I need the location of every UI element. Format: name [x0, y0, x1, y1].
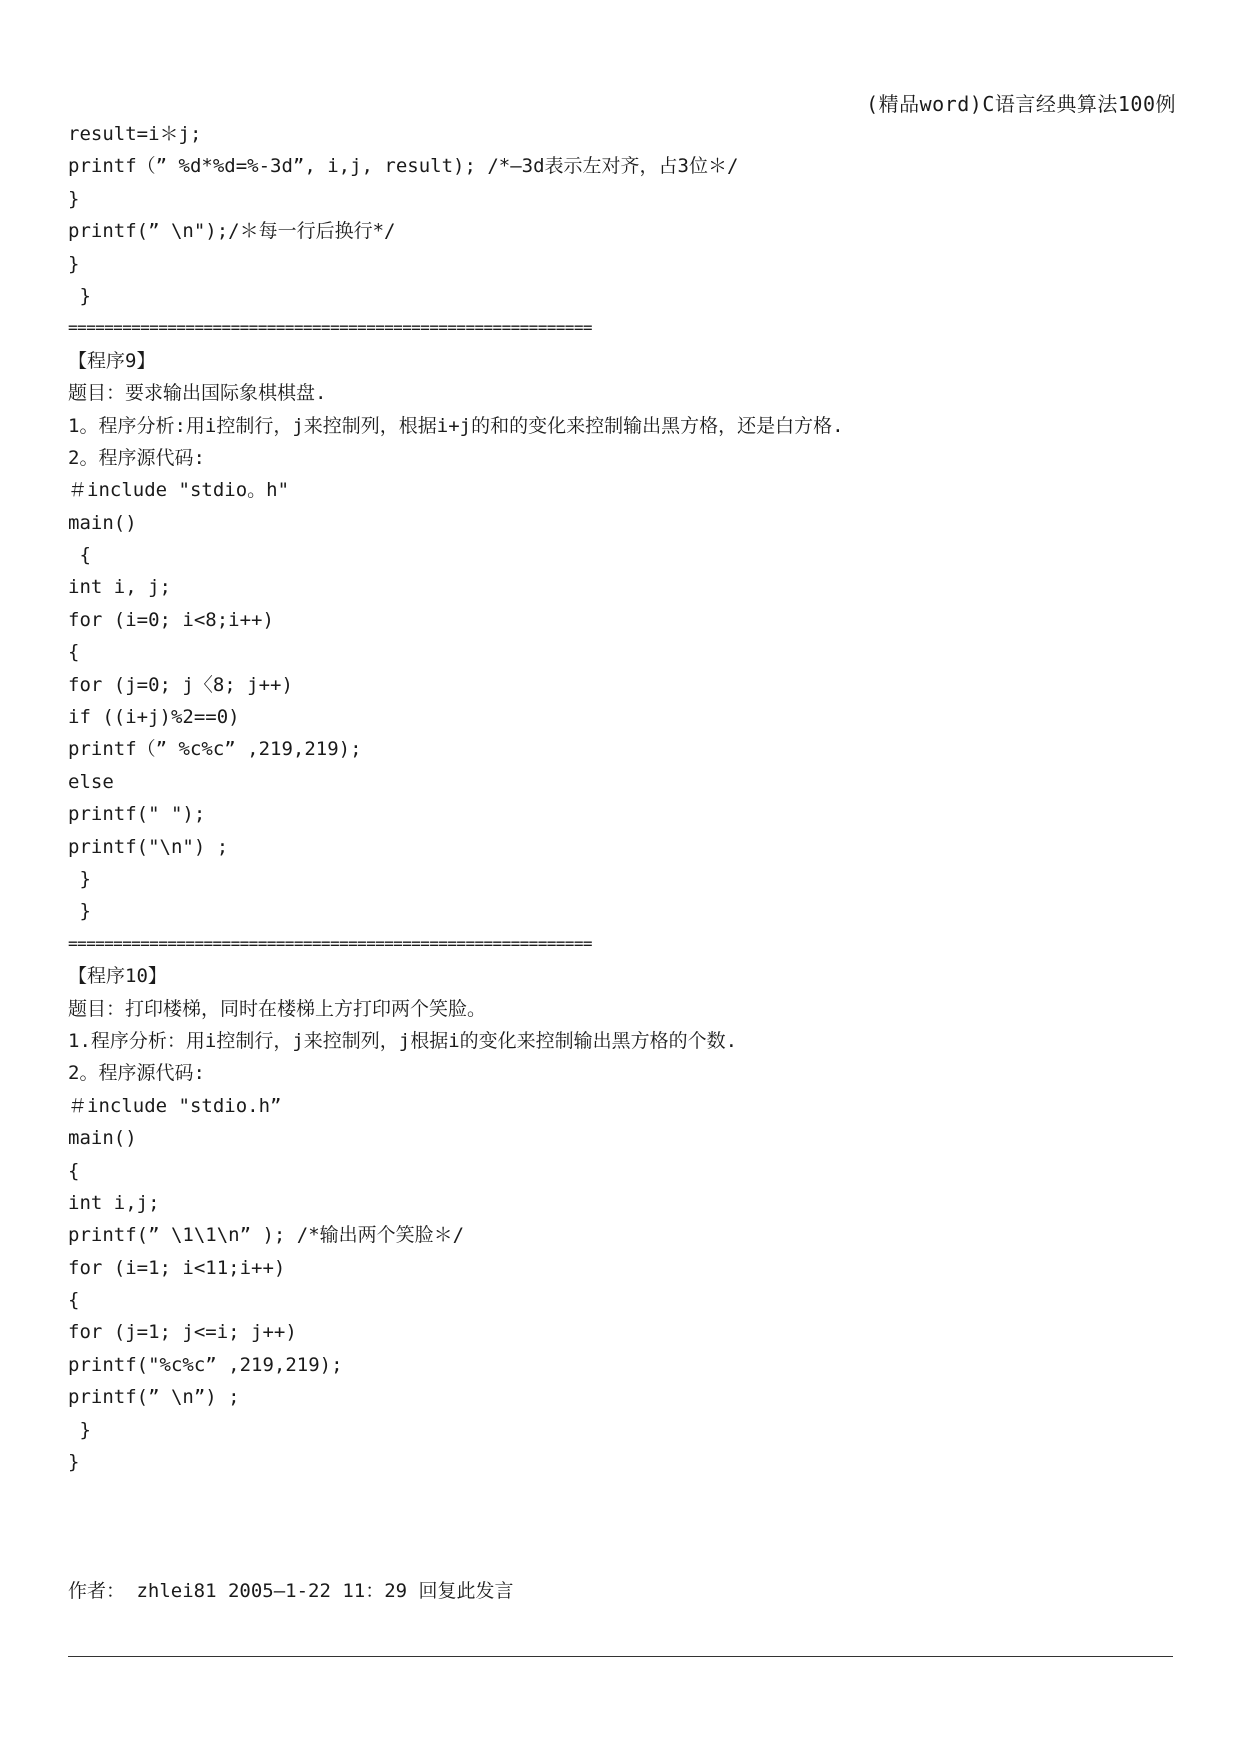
- text-line: }: [68, 187, 80, 210]
- code-line: }: [68, 1451, 80, 1474]
- separator-line: ==========================================================: [68, 318, 592, 338]
- code-line: printf("%c%c” ,219,219);: [68, 1353, 343, 1376]
- code-line: if ((i+j)%2==0): [68, 706, 240, 729]
- code-line: {: [68, 544, 91, 567]
- code-line: int i, j;: [68, 576, 171, 599]
- code-line: printf（” %c%c” ,219,219);: [68, 738, 362, 761]
- code-line: }: [68, 867, 91, 890]
- code-line: {: [68, 1289, 80, 1312]
- section-heading: 【程序10】: [68, 965, 167, 988]
- separator-line: ==========================================================: [68, 933, 592, 953]
- code-line: }: [68, 900, 91, 923]
- code-line: {: [68, 641, 80, 664]
- text-line: printf(” \n");/＊每一行后换行*/: [68, 220, 396, 243]
- text-line: }: [68, 284, 91, 307]
- code-line: for (j=1; j<=i; j++): [68, 1321, 297, 1344]
- code-line: for (i=1; i<11;i++): [68, 1256, 286, 1279]
- text-line: }: [68, 252, 80, 275]
- problem-statement: 题目：要求输出国际象棋棋盘.: [68, 382, 327, 405]
- section-heading: 【程序9】: [68, 349, 156, 372]
- code-line: int i,j;: [68, 1191, 160, 1214]
- code-line: }: [68, 1418, 91, 1441]
- code-line: for (i=0; i<8;i++): [68, 608, 274, 631]
- source-code-label: 2。程序源代码:: [68, 1062, 205, 1085]
- author-line: 作者： zhlei81 2005—1-22 11：29 回复此发言: [68, 1580, 514, 1602]
- code-line: printf(" ");: [68, 803, 206, 826]
- code-line: ＃include "stdio.h”: [68, 1094, 282, 1117]
- footer-divider: [68, 1656, 1173, 1657]
- code-line: ＃include "stdio。h": [68, 479, 290, 502]
- code-line: {: [68, 1159, 80, 1182]
- page-header-title: (精品word)C语言经典算法100例: [866, 92, 1176, 116]
- code-line: printf("\n") ;: [68, 835, 229, 858]
- code-line: main(): [68, 1127, 137, 1150]
- source-code-label: 2。程序源代码:: [68, 446, 205, 469]
- code-line: printf(” \n”) ;: [68, 1386, 240, 1409]
- problem-statement: 题目：打印楼梯，同时在楼梯上方打印两个笑脸。: [68, 997, 487, 1020]
- code-listing: [68, 118, 1178, 1478]
- analysis-text: 1。程序分析:用i控制行，j来控制列，根据i+j的和的变化来控制输出黑方格，还是白方格.: [68, 414, 844, 437]
- text-line: printf（” %d*%d=%-3d”, i,j, result); /*—3d表示左对齐，占3位＊/: [68, 155, 739, 178]
- code-line: printf(” \1\1\n” ); /*输出两个笑脸＊/: [68, 1224, 465, 1247]
- text-line: result=i＊j;: [68, 123, 202, 145]
- analysis-text: 1.程序分析：用i控制行，j来控制列，j根据i的变化来控制输出黑方格的个数.: [68, 1029, 738, 1052]
- code-line: for (j=0; j〈8; j++): [68, 673, 293, 696]
- code-line: main(): [68, 511, 137, 534]
- code-line: else: [68, 770, 114, 793]
